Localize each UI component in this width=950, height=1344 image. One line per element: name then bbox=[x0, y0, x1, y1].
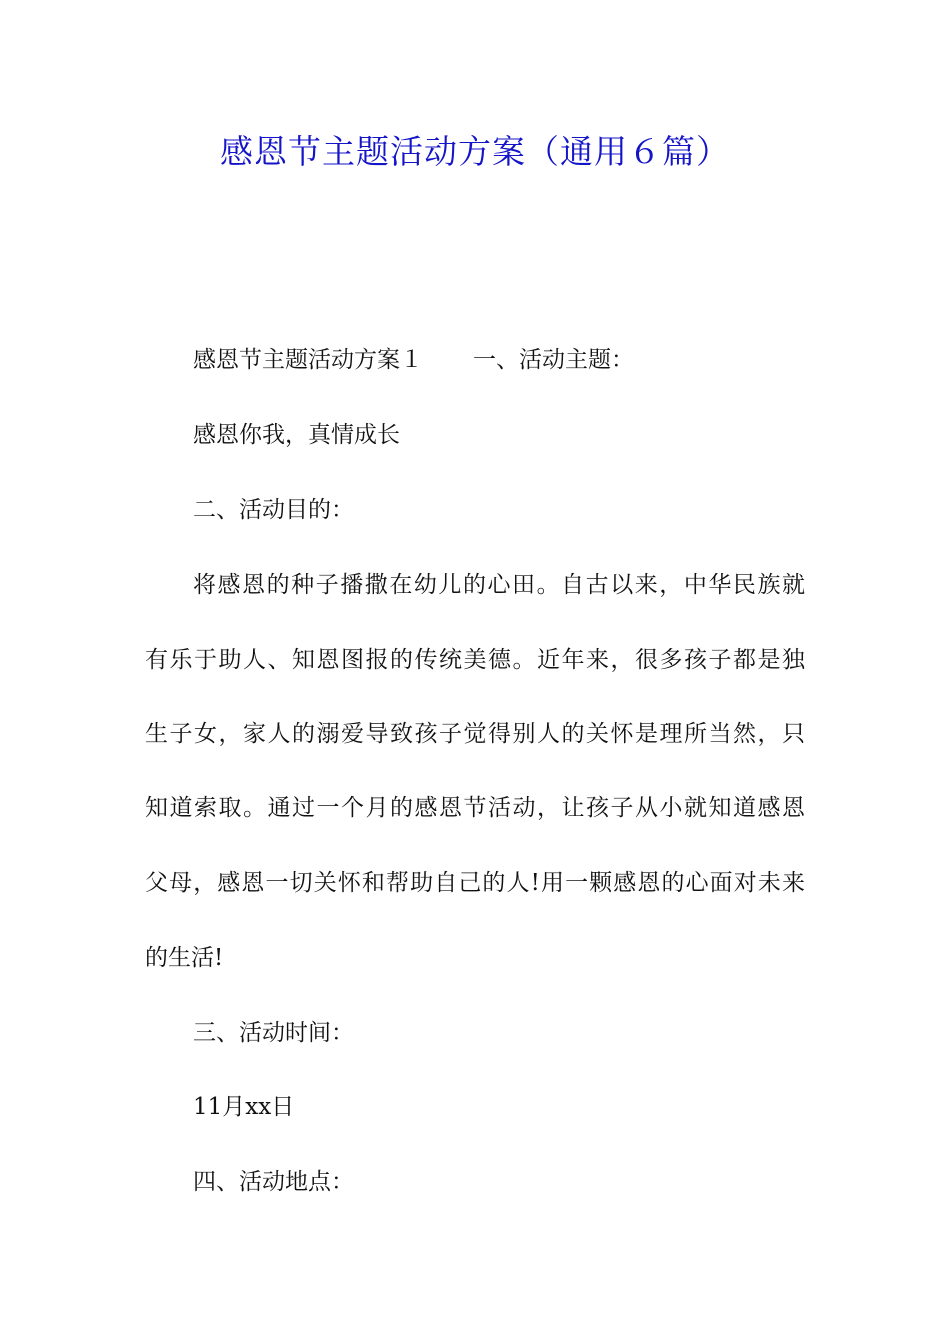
section-heading-line bbox=[193, 344, 634, 376]
item-1-heading: 一、活动主题： bbox=[473, 347, 634, 373]
item-2-paragraph-line: 有乐于助人、知恩图报的传统美德。近年来，很多孩子都是独 bbox=[145, 647, 805, 673]
item-1-content: 感恩你我，真情成长 bbox=[193, 422, 400, 448]
item-2-paragraph-line: 的生活! bbox=[145, 945, 224, 971]
item-2-paragraph-line: 父母，感恩一切关怀和帮助自己的人!用一颗感恩的心面对未来 bbox=[145, 870, 805, 896]
document-title: 感恩节主题活动方案（通用６篇） bbox=[220, 132, 730, 171]
item-2-heading: 二、活动目的： bbox=[193, 497, 354, 523]
item-2-paragraph-line: 将感恩的种子播撒在幼儿的心田。自古以来，中华民族就 bbox=[193, 572, 805, 598]
item-2-paragraph-line: 知道索取。通过一个月的感恩节活动，让孩子从小就知道感恩 bbox=[145, 795, 805, 821]
section-heading: 感恩节主题活动方案１ bbox=[193, 347, 423, 373]
item-3-content: 11月xx日 bbox=[193, 1094, 295, 1120]
item-4-heading: 四、活动地点： bbox=[193, 1169, 354, 1195]
item-2-paragraph-line: 生子女，家人的溺爱导致孩子觉得别人的关怀是理所当然，只 bbox=[145, 721, 805, 747]
item-3-heading: 三、活动时间： bbox=[193, 1020, 354, 1046]
